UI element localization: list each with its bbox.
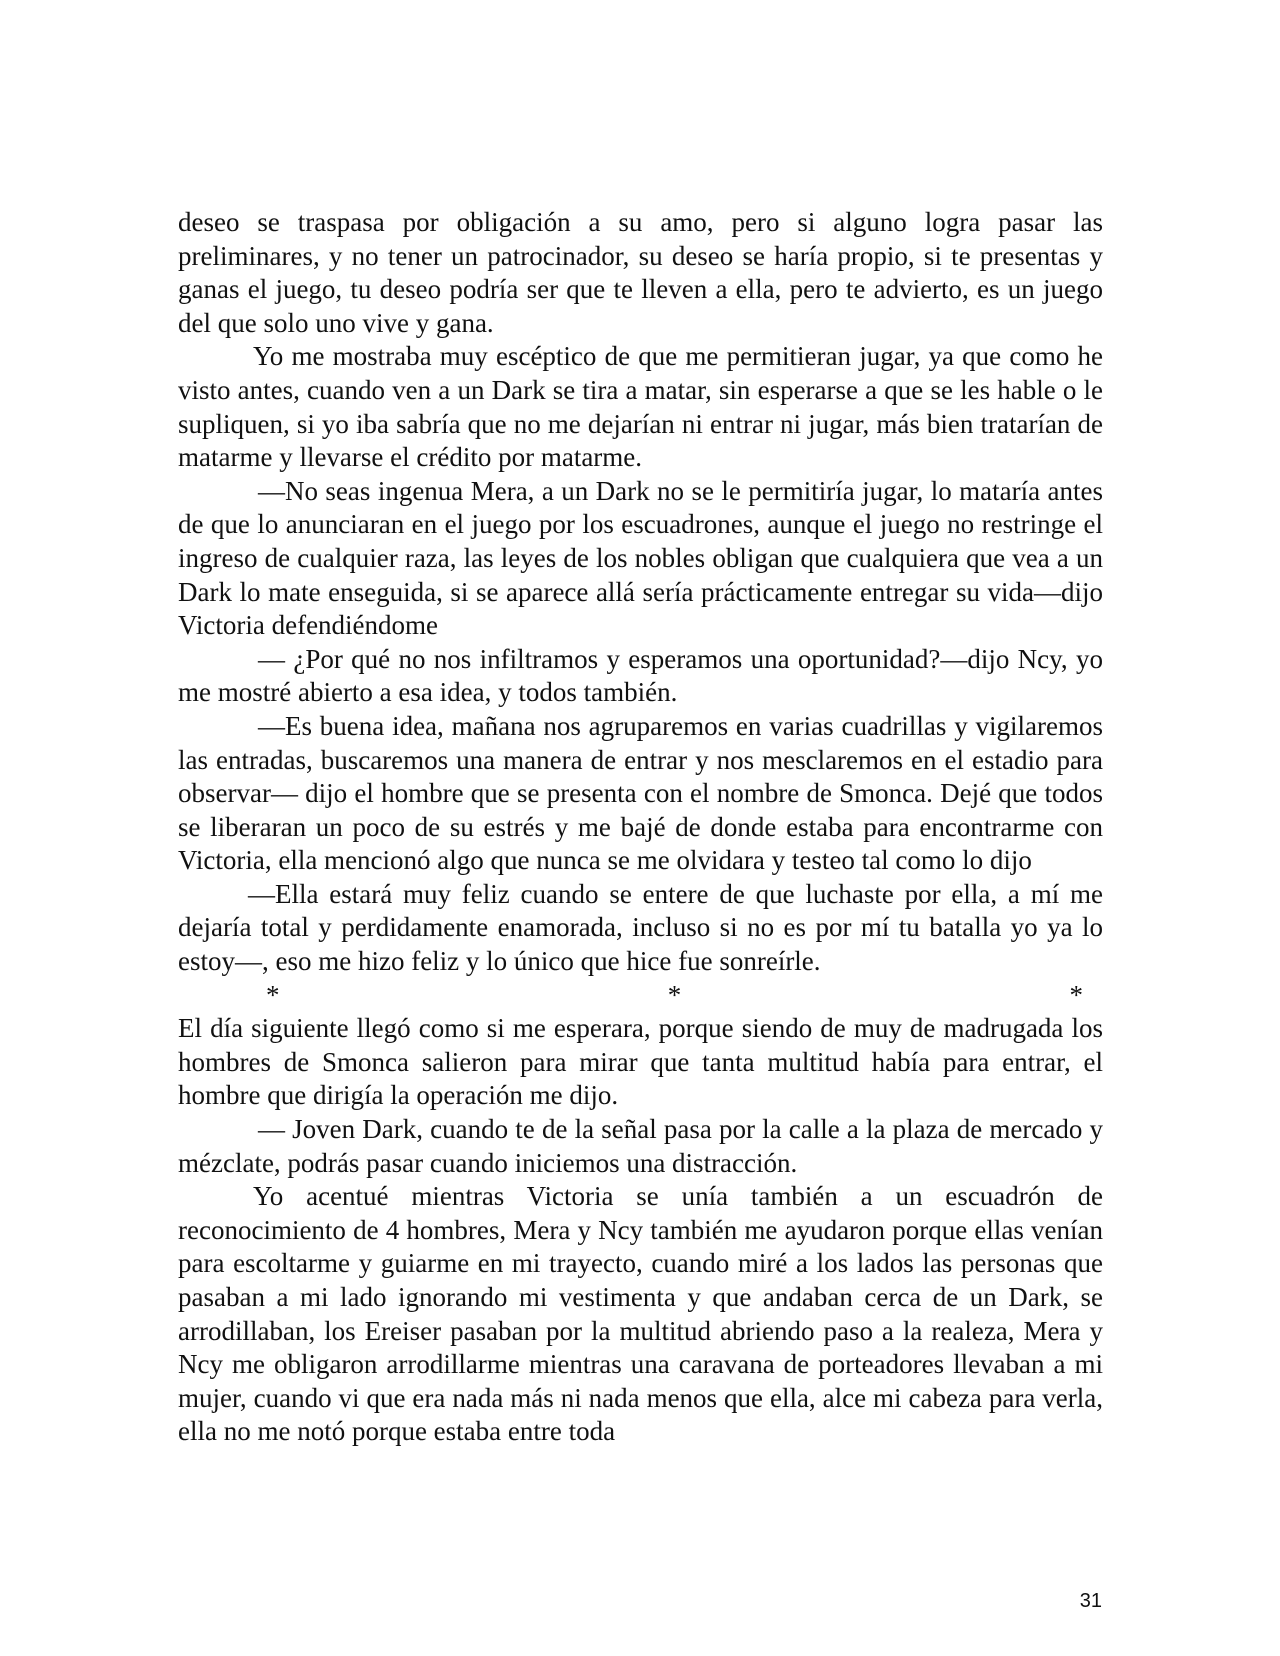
paragraph-7: El día siguiente llegó como si me esperara, porque siendo de muy de madrugada los hombres de Smonca salieron para mirar que tanta multitud había para entrar, el hombre que dirigía la operación me dijo. bbox=[178, 1013, 1103, 1111]
paragraph-4: — ¿Por qué no nos infiltramos y esperamos una oportunidad?—dijo Ncy, yo me mostré abierto a esa idea, y todos también. bbox=[178, 643, 1103, 708]
scene-separator bbox=[178, 979, 1103, 1013]
paragraph-6: —Ella estará muy feliz cuando se entere de que luchaste por ella, a mí me dejaría total y perdidamente enamorada, incluso si no es por mí tu batalla yo ya lo estoy—, eso me hizo feliz y lo único que hice fue sonreírle. bbox=[178, 878, 1103, 977]
paragraph-2: Yo me mostraba muy escéptico de que me permitieran jugar, ya que como he visto antes, cuando ven a un Dark se tira a matar, sin esperarse a que se les hable o le supliquen, si yo iba sabría que no me dejarían ni entrar ni jugar, más bien tratarían de matarme y llevarse el crédito por matarme. bbox=[178, 341, 1103, 473]
paragraph-3: —No seas ingenua Mera, a un Dark no se le permitiría jugar, lo mataría antes de que lo anunciaran en el juego por los escuadrones, aunque el juego no restringe el ingreso de cualquier raza, las leyes de los nobles obligan que cualquiera que vea a un Dark lo mate enseguida, si se aparece allá sería prácticamente entregar su vida—dijo Victoria defendiéndome bbox=[178, 475, 1103, 641]
page-number: 31 bbox=[1079, 1590, 1102, 1612]
page-body bbox=[178, 206, 1103, 1449]
paragraph-9: Yo acentué mientras Victoria se unía también a un escuadrón de reconocimiento de 4 hombres, Mera y Ncy también me ayudaron porque ellas venían para escoltarme y guiarme en mi trayecto, cuando miré a los lados las personas que pasaban a mi lado ignorando mi vestimenta y que andaban cerca de un Dark, se arrodillaban, los Ereiser pasaban por la multitud abriendo paso a la realeza, Mera y Ncy me obligaron arrodillarme mientras una caravana de porteadores llevaban a mi mujer, cuando vi que era nada más ni nada menos que ella, alce mi cabeza para verla, ella no me notó porque estaba entre toda bbox=[178, 1181, 1103, 1447]
paragraph-5: —Es buena idea, mañana nos agruparemos en varias cuadrillas y vigilaremos las entradas, buscaremos una manera de entrar y nos mesclaremos en el estadio para observar— dijo el hombre que se presenta con el nombre de Smonca. Dejé que todos se liberaran un poco de su estrés y me bajé de donde estaba para encontrarme con Victoria, ella mencionó algo que nunca se me olvidara y testeo tal como lo dijo bbox=[178, 710, 1103, 876]
separator-asterisk-3: * bbox=[1069, 979, 1083, 1010]
separator-asterisk-2: * bbox=[667, 979, 682, 1010]
paragraph-8: — Joven Dark, cuando te de la señal pasa por la calle a la plaza de mercado y mézclate, podrás pasar cuando iniciemos una distracción. bbox=[178, 1114, 1103, 1178]
separator-asterisk-1: * bbox=[266, 979, 280, 1010]
paragraph-1: deseo se traspasa por obligación a su amo, pero si alguno logra pasar las preliminares, y no tener un patrocinador, su deseo se haría propio, si te presentas y ganas el juego, tu deseo podría ser que te lleven a ella, pero te advierto, es un juego del que solo uno vive y gana. bbox=[178, 207, 1103, 338]
